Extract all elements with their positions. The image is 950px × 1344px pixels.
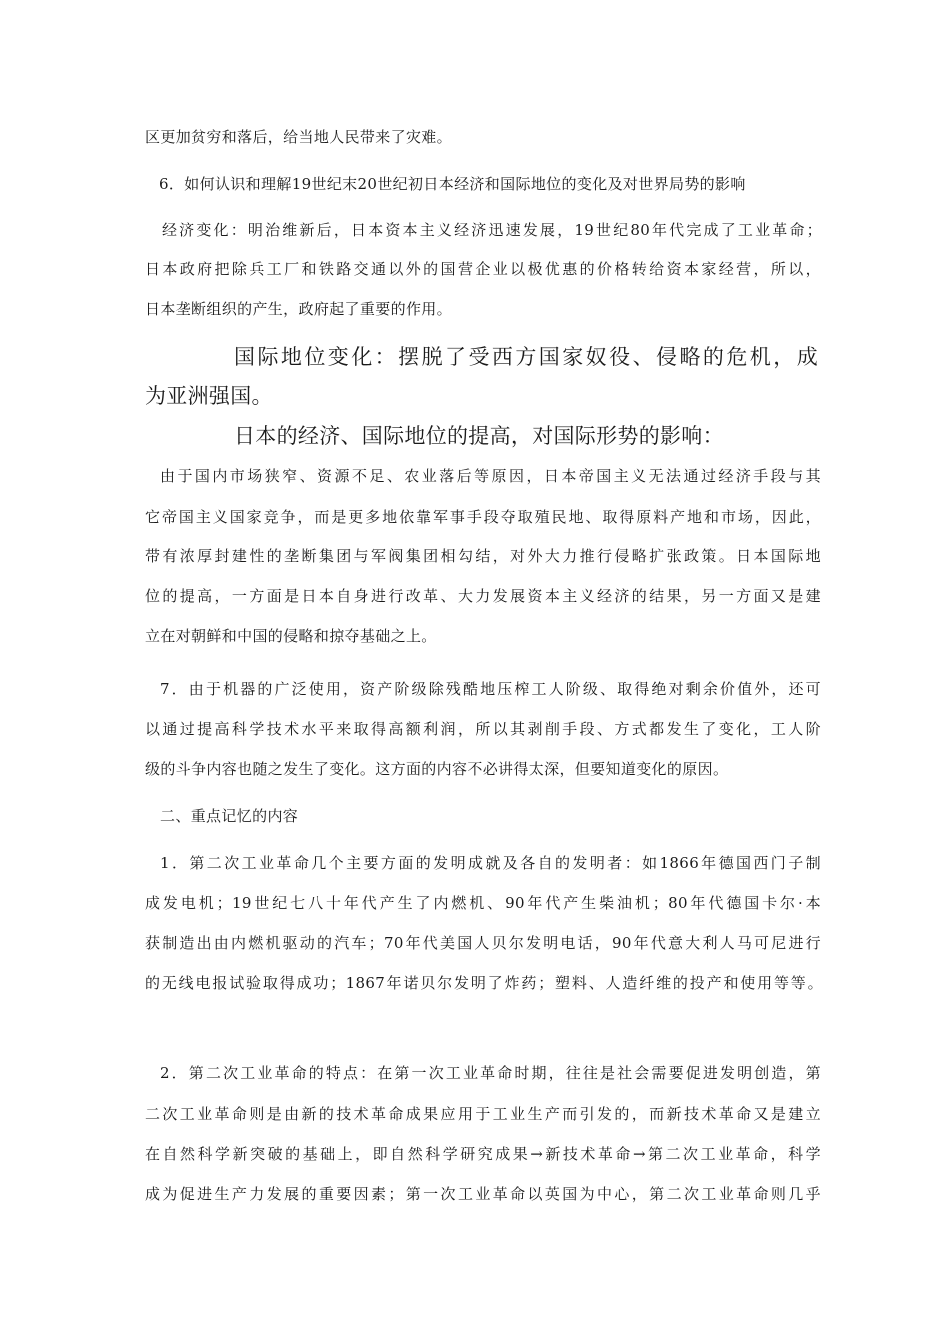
paragraph-line: 日本垄断组织的产生，政府起了重要的作用。 <box>145 300 453 318</box>
question-6-heading: 6．如何认识和理解19世纪末20世纪初日本经济和国际地位的变化及对世界局势的影响 <box>159 175 746 193</box>
paragraph-line: 获制造出由内燃机驱动的汽车；70年代美国人贝尔发明电话，90年代意大利人马可尼进行 <box>145 934 821 952</box>
paragraph-line: 立在对朝鲜和中国的侵略和掠夺基础之上。 <box>145 627 437 645</box>
item-1-line: 1．第二次工业革命几个主要方面的发明成就及各自的发明者：如1866年德国西门子制 <box>160 854 821 872</box>
paragraph-line: 的无线电报试验取得成功；1867年诺贝尔发明了炸药；塑料、人造纤维的投产和使用等等。 <box>145 974 823 992</box>
paragraph-line: 二次工业革命则是由新的技术革命成果应用于工业生产而引发的，而新技术革命又是建立 <box>145 1105 821 1123</box>
paragraph-line: 成发电机；19世纪七八十年代产生了内燃机、90年代产生柴油机；80年代德国卡尔·本 <box>145 894 821 912</box>
paragraph-line: 它帝国主义国家竞争，而是更多地依靠军事手段夺取殖民地、取得原料产地和市场，因此， <box>145 508 821 526</box>
large-text-line: 为亚洲强国。 <box>145 384 273 408</box>
section-heading: 二、重点记忆的内容 <box>160 807 299 825</box>
paragraph-line: 级的斗争内容也随之发生了变化。这方面的内容不必讲得太深，但要知道变化的原因。 <box>145 760 729 778</box>
paragraph-line: 以通过提高科学技术水平来取得高额利润，所以其剥削手段、方式都发生了变化，工人阶 <box>145 720 821 738</box>
item-2-line: 2．第二次工业革命的特点：在第一次工业革命时期，往往是社会需要促进发明创造，第 <box>160 1064 821 1082</box>
large-text-line: 国际地位变化：摆脱了受西方国家奴役、侵略的危机，成 <box>234 345 818 369</box>
paragraph-line: 成为促进生产力发展的重要因素；第一次工业革命以英国为中心，第二次工业革命则几乎 <box>145 1185 821 1203</box>
paragraph-line: 位的提高，一方面是日本自身进行改革、大力发展资本主义经济的结果，另一方面又是建 <box>145 587 821 605</box>
paragraph-line: 区更加贫穷和落后，给当地人民带来了灾难。 <box>145 128 453 146</box>
paragraph-line: 带有浓厚封建性的垄断集团与军阀集团相勾结，对外大力推行侵略扩张政策。日本国际地 <box>145 547 821 565</box>
paragraph-line: 日本政府把除兵工厂和铁路交通以外的国营企业以极优惠的价格转给资本家经营，所以， <box>145 260 821 278</box>
paragraph-line: 在自然科学新突破的基础上，即自然科学研究成果→新技术革命→第二次工业革命，科学 <box>145 1145 821 1163</box>
question-7-line: 7．由于机器的广泛使用，资产阶级除残酷地压榨工人阶级、取得绝对剩余价值外，还可 <box>160 680 821 698</box>
large-text-line: 日本的经济、国际地位的提高，对国际形势的影响： <box>234 424 724 448</box>
paragraph-line: 经济变化：明治维新后，日本资本主义经济迅速发展，19世纪80年代完成了工业革命； <box>162 221 822 239</box>
paragraph-line: 由于国内市场狭窄、资源不足、农业落后等原因，日本帝国主义无法通过经济手段与其 <box>160 467 821 485</box>
